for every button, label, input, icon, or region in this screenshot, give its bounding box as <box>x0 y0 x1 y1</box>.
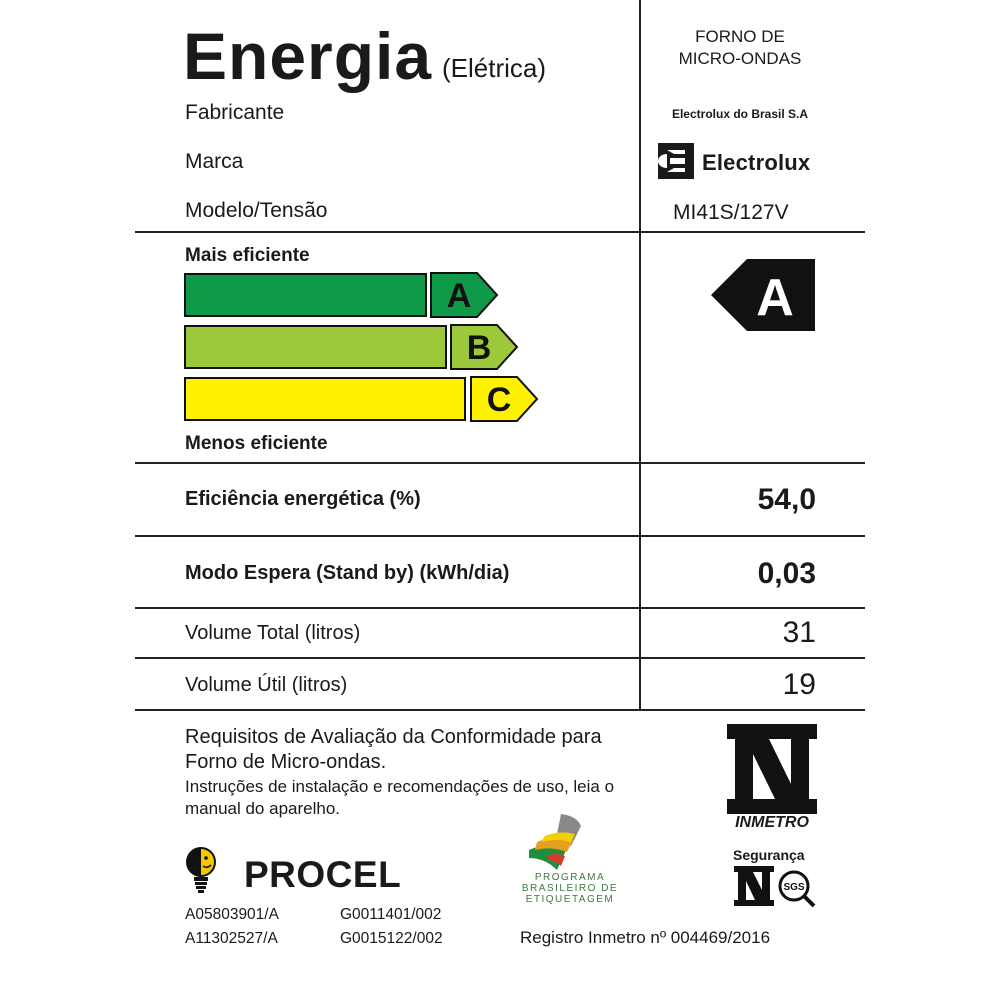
procel-lightbulb-icon <box>183 846 219 896</box>
rating-letter: A <box>756 269 794 327</box>
instructions-text <box>185 776 725 820</box>
pbe-logo-icon <box>527 812 597 874</box>
code-2: G0011401/002 <box>340 906 442 923</box>
brand-label: Marca <box>185 150 244 173</box>
metric-label-efficiency: Eficiência energética (%) <box>185 488 421 510</box>
code-4: G0015122/002 <box>340 930 443 947</box>
divider-row4 <box>135 709 865 711</box>
metric-value-volume-util: 19 <box>782 668 816 701</box>
divider-row2 <box>135 607 865 609</box>
seguranca-seal-icon <box>734 866 820 908</box>
divider-row3 <box>135 657 865 659</box>
manufacturer-value: Electrolux do Brasil S.A <box>671 107 809 121</box>
metric-label-volume-util: Volume Útil (litros) <box>185 674 348 696</box>
requirements-text <box>185 725 685 775</box>
code-3: A11302527/A <box>185 930 278 947</box>
product-type-line1: FORNO DE <box>695 27 785 46</box>
model-label: Modelo/Tensão <box>185 199 328 222</box>
arrow-a <box>431 273 497 317</box>
pbe-line2: BRASILEIRO DE <box>521 883 619 894</box>
registro-inmetro: Registro Inmetro nº 004469/2016 <box>520 928 771 947</box>
divider-row1 <box>135 535 865 537</box>
arrow-b-letter: B <box>466 329 492 367</box>
sgs-label: SGS <box>783 882 805 893</box>
code-1: A05803901/A <box>185 906 279 923</box>
seguranca-label: Segurança <box>733 847 805 863</box>
metric-label-standby: Modo Espera (Stand by) (kWh/dia) <box>185 562 510 584</box>
scale-top-label: Mais eficiente <box>185 245 310 266</box>
rating-indicator <box>711 259 815 331</box>
inmetro-label: INMETRO <box>735 814 809 831</box>
procel-label: PROCEL <box>244 854 402 895</box>
instructions-line1: Instruções de instalação e recomendações de uso, leia o <box>185 777 615 796</box>
pbe-line3: ETIQUETAGEM <box>525 894 615 905</box>
pbe-line1: PROGRAMA <box>534 872 606 883</box>
arrow-c-letter: C <box>486 381 512 419</box>
brand-value: Electrolux <box>702 150 811 175</box>
metric-value-efficiency: 54,0 <box>757 483 816 516</box>
arrow-a-letter: A <box>446 277 472 315</box>
requirements-line2: Forno de Micro-ondas. <box>185 751 387 773</box>
label-subtitle: (Elétrica) <box>442 53 547 83</box>
label-title: Energia <box>183 19 433 93</box>
product-type-line2: MICRO-ONDAS <box>678 49 802 68</box>
model-value: MI41S/127V <box>673 201 789 224</box>
manufacturer-label: Fabricante <box>185 101 285 124</box>
arrow-c <box>471 377 537 421</box>
scale-arrows <box>0 0 1000 470</box>
pbe-text <box>512 872 628 905</box>
metric-value-standby: 0,03 <box>757 557 816 590</box>
requirements-line1: Requisitos de Avaliação da Conformidade para <box>185 726 602 748</box>
inmetro-logo-icon <box>727 724 817 814</box>
metric-value-volume-total: 31 <box>782 616 816 649</box>
arrow-b <box>451 325 517 369</box>
instructions-line2: manual do aparelho. <box>185 799 341 818</box>
scale-bottom-label: Menos eficiente <box>185 433 328 454</box>
metric-label-volume-total: Volume Total (litros) <box>185 622 361 644</box>
